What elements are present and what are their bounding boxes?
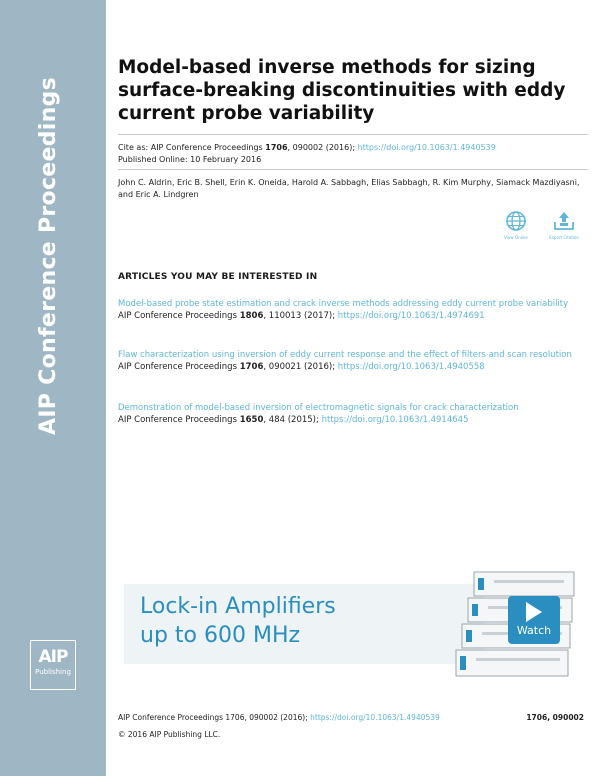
copyright: © 2016 AIP Publishing LLC. xyxy=(118,730,221,739)
related-article-citation xyxy=(118,361,588,373)
divider xyxy=(118,134,588,135)
related-article xyxy=(118,402,588,426)
footer-doi-link[interactable]: https://doi.org/10.1063/1.4940539 xyxy=(310,713,440,722)
ad-line-1: Lock-in Amplifiers xyxy=(140,594,336,619)
related-article-title[interactable]: Model-based probe state estimation and crack inverse methods addressing eddy current probe variability xyxy=(118,299,569,309)
view-online-button[interactable] xyxy=(498,210,534,240)
citation-rest: , 484 (2015); xyxy=(263,415,322,425)
play-icon xyxy=(526,602,542,622)
footer-cite-text: AIP Conference Proceedings 1706, 090002 (2016); xyxy=(118,713,311,722)
cite-label: Cite as: AIP Conference Proceedings xyxy=(118,143,266,152)
lock-in-amplifier-ad[interactable] xyxy=(124,566,578,684)
footer-citation xyxy=(118,713,440,722)
journal-name: AIP Conference Proceedings xyxy=(118,415,240,425)
export-icon xyxy=(552,210,576,232)
journal-volume: 1650 xyxy=(239,415,264,425)
related-article-citation xyxy=(118,310,588,322)
doi-link[interactable]: https://doi.org/10.1063/1.4940539 xyxy=(357,143,496,152)
cite-rest: , 090002 (2016); xyxy=(287,143,358,152)
related-article-title[interactable]: Demonstration of model-based inversion of electromagnetic signals for crack characterization xyxy=(118,403,519,413)
journal-name: AIP Conference Proceedings xyxy=(118,311,240,321)
globe-icon xyxy=(505,210,527,232)
aip-publishing-logo[interactable] xyxy=(30,640,76,690)
journal-title: AIP Conference Proceedings xyxy=(36,76,61,435)
export-citation-label: Export Citation xyxy=(549,235,579,240)
watch-button[interactable] xyxy=(508,596,560,644)
doi-link[interactable]: https://doi.org/10.1063/1.4974691 xyxy=(337,311,485,321)
journal-volume: 1806 xyxy=(239,311,264,321)
related-article xyxy=(118,349,588,373)
related-articles-heading: ARTICLES YOU MAY BE INTERESTED IN xyxy=(118,272,318,282)
watch-label: Watch xyxy=(516,624,552,637)
related-article xyxy=(118,298,588,322)
published-date: Published Online: 10 February 2016 xyxy=(118,155,262,164)
export-citation-button[interactable] xyxy=(546,210,582,240)
citation-rest: , 110013 (2017); xyxy=(263,311,338,321)
journal-name: AIP Conference Proceedings xyxy=(118,362,240,372)
ad-headline xyxy=(140,592,336,650)
journal-volume: 1706 xyxy=(239,362,264,372)
paper-title: Model-based inverse methods for sizing surface-breaking discontinuities with eddy current probe variability xyxy=(118,57,566,124)
view-online-label: View Online xyxy=(504,235,528,240)
related-article-citation xyxy=(118,414,588,426)
page-identifier: 1706, 090002 xyxy=(526,713,584,722)
ad-line-2: up to 600 MHz xyxy=(140,623,301,648)
author-list: John C. Aldrin, Eric B. Shell, Erin K. Oneida, Harold A. Sabbagh, Elias Sabbagh, R. Kim Murphy, Siamack Mazdiyasni, and Eric A. Lindgren xyxy=(118,178,580,199)
related-article-title[interactable]: Flaw characterization using inversion of eddy current response and the effect of filters and scan resolution xyxy=(118,350,572,360)
logo-subtext: Publishing xyxy=(35,668,71,676)
logo-text: AIP xyxy=(38,647,68,667)
cite-volume: 1706 xyxy=(265,143,288,152)
citation-line xyxy=(118,143,496,152)
journal-sidebar xyxy=(0,0,106,776)
citation-rest: , 090021 (2016); xyxy=(263,362,338,372)
divider xyxy=(118,169,588,170)
doi-link[interactable]: https://doi.org/10.1063/1.4940558 xyxy=(337,362,485,372)
doi-link[interactable]: https://doi.org/10.1063/1.4914645 xyxy=(321,415,469,425)
